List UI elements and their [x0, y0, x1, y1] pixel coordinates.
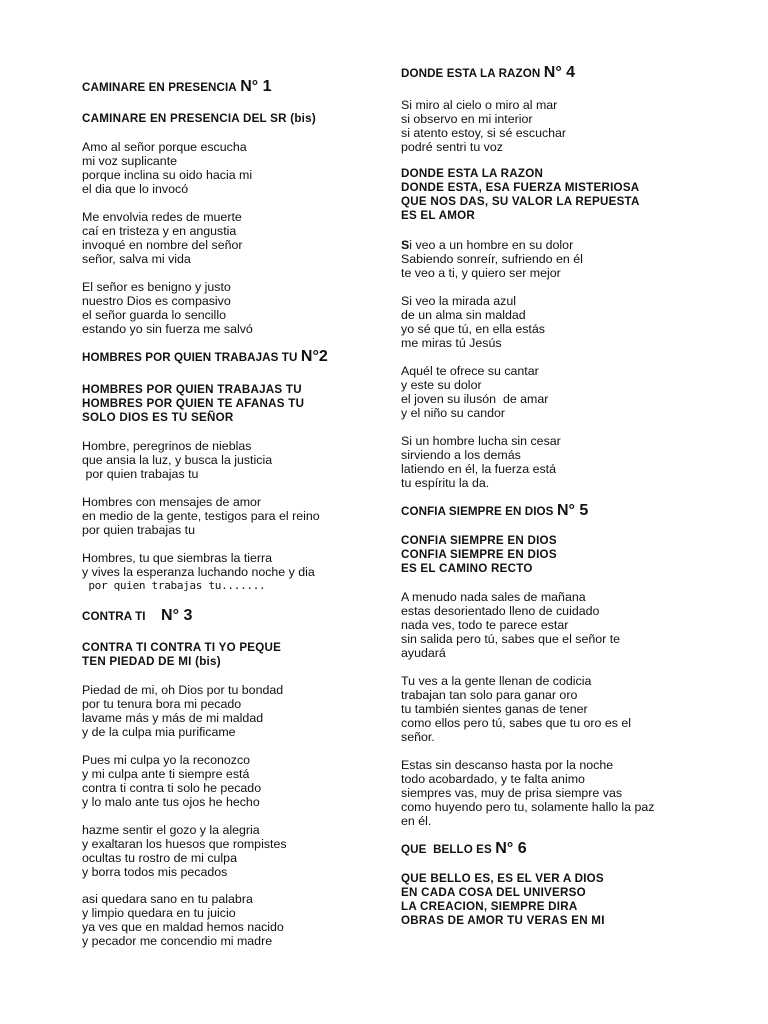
lyric-line: hazme sentir el gozo y la alegria: [82, 823, 260, 837]
refrain-line: DONDE ESTA LA RAZON: [401, 167, 544, 180]
lyric-line: sin salida pero tú, sabes que el señor te: [401, 632, 621, 646]
lyric-line: y limpio quedara en tu juicio: [82, 906, 236, 920]
lyric-line: que ansia la luz, y busca la justicia: [82, 453, 273, 467]
lyric-line: sirviendo a los demás: [401, 448, 521, 462]
lyric-line: y el niño su candor: [401, 406, 506, 420]
lyric-line: Hombre, peregrinos de nieblas: [82, 439, 252, 453]
lyric-line: Aquél te ofrece su cantar: [401, 364, 539, 378]
lyric-line: nada ves, todo te parece estar: [401, 618, 569, 632]
song-2-title: [82, 350, 378, 365]
song-1-stanza-3: [82, 280, 378, 336]
lyric-line: y pecador me concendio mi madre: [82, 934, 273, 948]
lyric-line: y este su dolor: [401, 378, 482, 392]
lyric-line: Pues mi culpa yo la reconozco: [82, 753, 251, 767]
song-5-refrain: [401, 534, 701, 576]
lyric-line: como huyendo pero tu, solamente hallo la paz: [401, 800, 655, 814]
lyric-line: en medio de la gente, testigos para el reino: [82, 509, 320, 523]
lyric-line: Estas sin descanso hasta por la noche: [401, 758, 614, 772]
song-5-stanza-2: [401, 674, 701, 744]
song-2-number: N°2: [300, 348, 328, 365]
song-2-stanza-3: [82, 551, 378, 593]
lyric-line: mi voz suplicante: [82, 154, 178, 168]
lyric-line: como ellos pero tú, sabes que tu oro es el: [401, 716, 632, 730]
lyric-line: porque inclina su oido hacia mi: [82, 168, 253, 182]
refrain-line: CONTRA TI CONTRA TI YO PEQUE: [82, 641, 282, 654]
lyric-line: caí en tristeza y en angustia: [82, 224, 237, 238]
song-5-stanza-1: [401, 590, 701, 660]
refrain-line: LA CREACION, SIEMPRE DIRA: [401, 900, 578, 913]
song-4-stanza-2: [401, 294, 701, 350]
lyric-line: invoqué en nombre del señor: [82, 238, 243, 252]
song-3-number: N° 3: [161, 607, 193, 624]
lyric-line: de un alma sin maldad: [401, 308, 526, 322]
song-4-stanza-1: [401, 238, 701, 280]
refrain-line: CONFIA SIEMPRE EN DIOS: [401, 534, 557, 547]
lyric-line: y exaltaran los huesos que rompistes: [82, 837, 287, 851]
refrain-line: HOMBRES POR QUIEN TRABAJAS TU: [82, 383, 302, 396]
song-4-stanza-3: [401, 364, 701, 420]
lyric-line: por quien trabajas tu: [82, 467, 199, 481]
lyric-line: A menudo nada sales de mañana: [401, 590, 586, 604]
lyric-line: y de la culpa mia purificame: [82, 725, 236, 739]
song-6-title: [401, 842, 701, 857]
drop-initial: S: [401, 238, 410, 252]
lyric-line: por tu tenura bora mi pecado: [82, 697, 242, 711]
lyric-line: todo acobardado, y te falta animo: [401, 772, 585, 786]
lyric-line: [401, 238, 701, 252]
lyric-line: Si un hombre lucha sin cesar: [401, 434, 561, 448]
lyric-line: estando yo sin fuerza me salvó: [82, 322, 253, 336]
refrain-line: QUE BELLO ES, ES EL VER A DIOS: [401, 872, 604, 885]
lyric-line: por quien trabajas tu.......: [82, 579, 266, 592]
song-4-stanza-4: [401, 434, 701, 490]
song-3-heading: CONTRA TI: [82, 610, 146, 623]
lyric-line: el señor guarda lo sencillo: [82, 308, 226, 322]
refrain-line: QUE NOS DAS, SU VALOR LA REPUESTA: [401, 195, 640, 208]
lyric-line: Sabiendo sonreír, sufriendo en él: [401, 252, 583, 266]
lyric-line: Si miro al cielo o miro al mar: [401, 98, 558, 112]
lyric-line: el dia que lo invocó: [82, 182, 189, 196]
lyric-text: i veo a un hombre en su dolor: [409, 238, 574, 252]
song-1-refrain: [82, 112, 378, 126]
lyric-line: el joven su ilusón de amar: [401, 392, 549, 406]
song-3-stanza-1: [82, 683, 378, 739]
lyric-line: en él.: [401, 814, 432, 828]
song-3-refrain: [82, 641, 378, 669]
song-5-stanza-3: [401, 758, 701, 828]
lyric-line: contra ti contra ti solo he pecado: [82, 781, 262, 795]
song-3-title: [82, 609, 378, 624]
lyric-line: siempres vas, muy de prisa siempre vas: [401, 786, 623, 800]
song-2-stanza-1: [82, 439, 378, 481]
song-1-stanza-1: [82, 140, 378, 196]
refrain-line: ES EL CAMINO RECTO: [401, 562, 533, 575]
lyric-line: por quien trabajas tu: [82, 523, 195, 537]
lyric-line: te veo a ti, y quiero ser mejor: [401, 266, 561, 280]
lyric-line: tu espíritu la da.: [401, 476, 490, 490]
song-4-heading: DONDE ESTA LA RAZON: [401, 67, 541, 80]
lyric-line: y borra todos mis pecados: [82, 865, 228, 879]
lyric-line: si observo en mi interior: [401, 112, 533, 126]
lyric-line: latiendo en él, la fuerza está: [401, 462, 556, 476]
song-5-heading: CONFIA SIEMPRE EN DIOS: [401, 505, 554, 518]
lyric-line: y lo malo ante tus ojos he hecho: [82, 795, 260, 809]
song-2-stanza-2: [82, 495, 378, 537]
lyric-line: asi quedara sano en tu palabra: [82, 892, 253, 906]
refrain-line: HOMBRES POR QUIEN TE AFANAS TU: [82, 397, 305, 410]
song-1-number: N° 1: [240, 78, 272, 95]
lyric-line: estas desorientado lleno de cuidado: [401, 604, 600, 618]
song-3-stanza-2: [82, 753, 378, 809]
refrain-line: DONDE ESTA, ESA FUERZA MISTERIOSA: [401, 181, 640, 194]
lyric-line: Hombres, tu que siembras la tierra: [82, 551, 273, 565]
lyric-line: trabajan tan solo para ganar oro: [401, 688, 578, 702]
song-4-title: [401, 66, 701, 81]
refrain-line: SOLO DIOS ES TU SEÑOR: [82, 411, 234, 424]
lyric-line: tu también sientes ganas de tener: [401, 702, 588, 716]
song-1-title: [82, 80, 378, 95]
lyric-line: Si veo la mirada azul: [401, 294, 517, 308]
refrain-line: ES EL AMOR: [401, 209, 476, 222]
song-6-number: N° 6: [495, 840, 527, 857]
refrain-line: CONFIA SIEMPRE EN DIOS: [401, 548, 557, 561]
song-6-refrain: [401, 872, 701, 928]
refrain-line: OBRAS DE AMOR TU VERAS EN MI: [401, 914, 605, 927]
song-5-number: N° 5: [556, 502, 589, 519]
song-2-heading: HOMBRES POR QUIEN TRABAJAS TU: [82, 351, 298, 364]
song-4-number: N° 4: [543, 64, 576, 81]
refrain-line: EN CADA COSA DEL UNIVERSO: [401, 886, 586, 899]
lyric-line: señor, salva mi vida: [82, 252, 191, 266]
song-3-stanza-4: [82, 892, 378, 948]
lyric-line: Amo al señor porque escucha: [82, 140, 247, 154]
lyric-line: Piedad de mi, oh Dios por tu bondad: [82, 683, 284, 697]
song-2-refrain: [82, 383, 378, 425]
song-5-title: [401, 504, 701, 519]
lyric-line: ocultas tu rostro de mi culpa: [82, 851, 237, 865]
refrain-line: CAMINARE EN PRESENCIA DEL SR (bis): [82, 112, 316, 125]
lyric-line: ya ves que en maldad hemos nacido: [82, 920, 284, 934]
lyric-line: El señor es benigno y justo: [82, 280, 231, 294]
lyric-line: nuestro Dios es compasivo: [82, 294, 231, 308]
lyric-line: podré sentri tu voz: [401, 140, 503, 154]
lyric-line: y vives la esperanza luchando noche y dia: [82, 565, 315, 579]
song-3-stanza-3: [82, 823, 378, 879]
song-4-intro: [401, 98, 701, 154]
lyric-line: me miras tú Jesús: [401, 336, 502, 350]
lyric-line: si atento estoy, si sé escuchar: [401, 126, 567, 140]
lyric-line: y mi culpa ante ti siempre está: [82, 767, 250, 781]
lyric-line: yo sé que tú, en ella estás: [401, 322, 545, 336]
lyric-line: lavame más y más de mi maldad: [82, 711, 264, 725]
lyric-line: Tu ves a la gente llenan de codicia: [401, 674, 592, 688]
lyric-line: Me envolvia redes de muerte: [82, 210, 242, 224]
lyric-line: ayudará: [401, 646, 446, 660]
song-1-stanza-2: [82, 210, 378, 266]
refrain-line: TEN PIEDAD DE MI (bis): [82, 655, 221, 668]
lyric-line: señor.: [401, 730, 435, 744]
song-4-refrain: [401, 167, 701, 223]
song-1-heading: CAMINARE EN PRESENCIA: [82, 81, 237, 94]
song-6-heading: QUE BELLO ES: [401, 843, 492, 856]
lyric-line: Hombres con mensajes de amor: [82, 495, 262, 509]
